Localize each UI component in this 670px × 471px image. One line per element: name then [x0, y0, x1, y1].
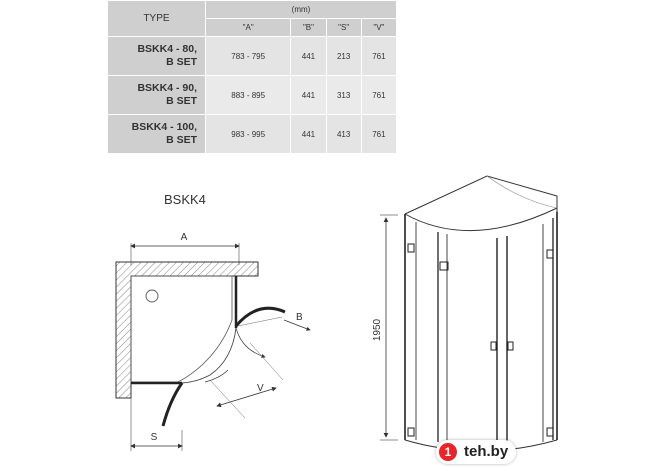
- logo-icon: 1: [439, 443, 457, 461]
- unit-header: (mm): [206, 1, 397, 19]
- value-b: 441: [291, 76, 326, 115]
- dimension-v-label: V: [257, 383, 264, 394]
- height-label: 1950: [372, 318, 383, 342]
- site-watermark: [436, 440, 516, 464]
- handle-icon: [491, 342, 496, 350]
- plan-title: BSKK4: [164, 192, 206, 207]
- value-s: 213: [326, 37, 361, 76]
- value-b: 441: [291, 37, 326, 76]
- value-b: 441: [291, 115, 326, 154]
- value-v: 761: [361, 76, 396, 115]
- watermark-text: teh.by: [464, 443, 509, 460]
- column-header-a: "A": [206, 19, 291, 37]
- drain-icon: [146, 290, 158, 302]
- plan-view: [116, 232, 310, 451]
- value-s: 413: [326, 115, 361, 154]
- column-header-v: "V": [361, 19, 396, 37]
- dimension-s-label: S: [150, 432, 158, 443]
- model-set: B SET: [166, 95, 197, 107]
- type-header: TYPE: [108, 1, 206, 37]
- dimension-b-label: B: [296, 312, 303, 323]
- column-header-b: "B": [291, 19, 326, 37]
- elevation-view: [372, 176, 557, 451]
- model-name: BSKK4 - 100,: [131, 121, 197, 133]
- model-set: B SET: [166, 134, 197, 146]
- value-v: 761: [361, 115, 396, 154]
- value-a: 983 - 995: [206, 115, 291, 154]
- model-name: BSKK4 - 80,: [137, 43, 197, 55]
- column-header-s: "S": [326, 19, 361, 37]
- door-left: [163, 383, 182, 426]
- value-a: 783 - 795: [206, 37, 291, 76]
- model-name: BSKK4 - 90,: [137, 82, 197, 94]
- value-a: 883 - 895: [206, 76, 291, 115]
- door-right: [236, 308, 285, 326]
- value-s: 313: [326, 76, 361, 115]
- dimension-a-label: A: [180, 232, 188, 243]
- handle-icon: [508, 342, 513, 350]
- shower-tray: [131, 276, 232, 382]
- model-set: B SET: [166, 56, 197, 68]
- value-v: 761: [361, 37, 396, 76]
